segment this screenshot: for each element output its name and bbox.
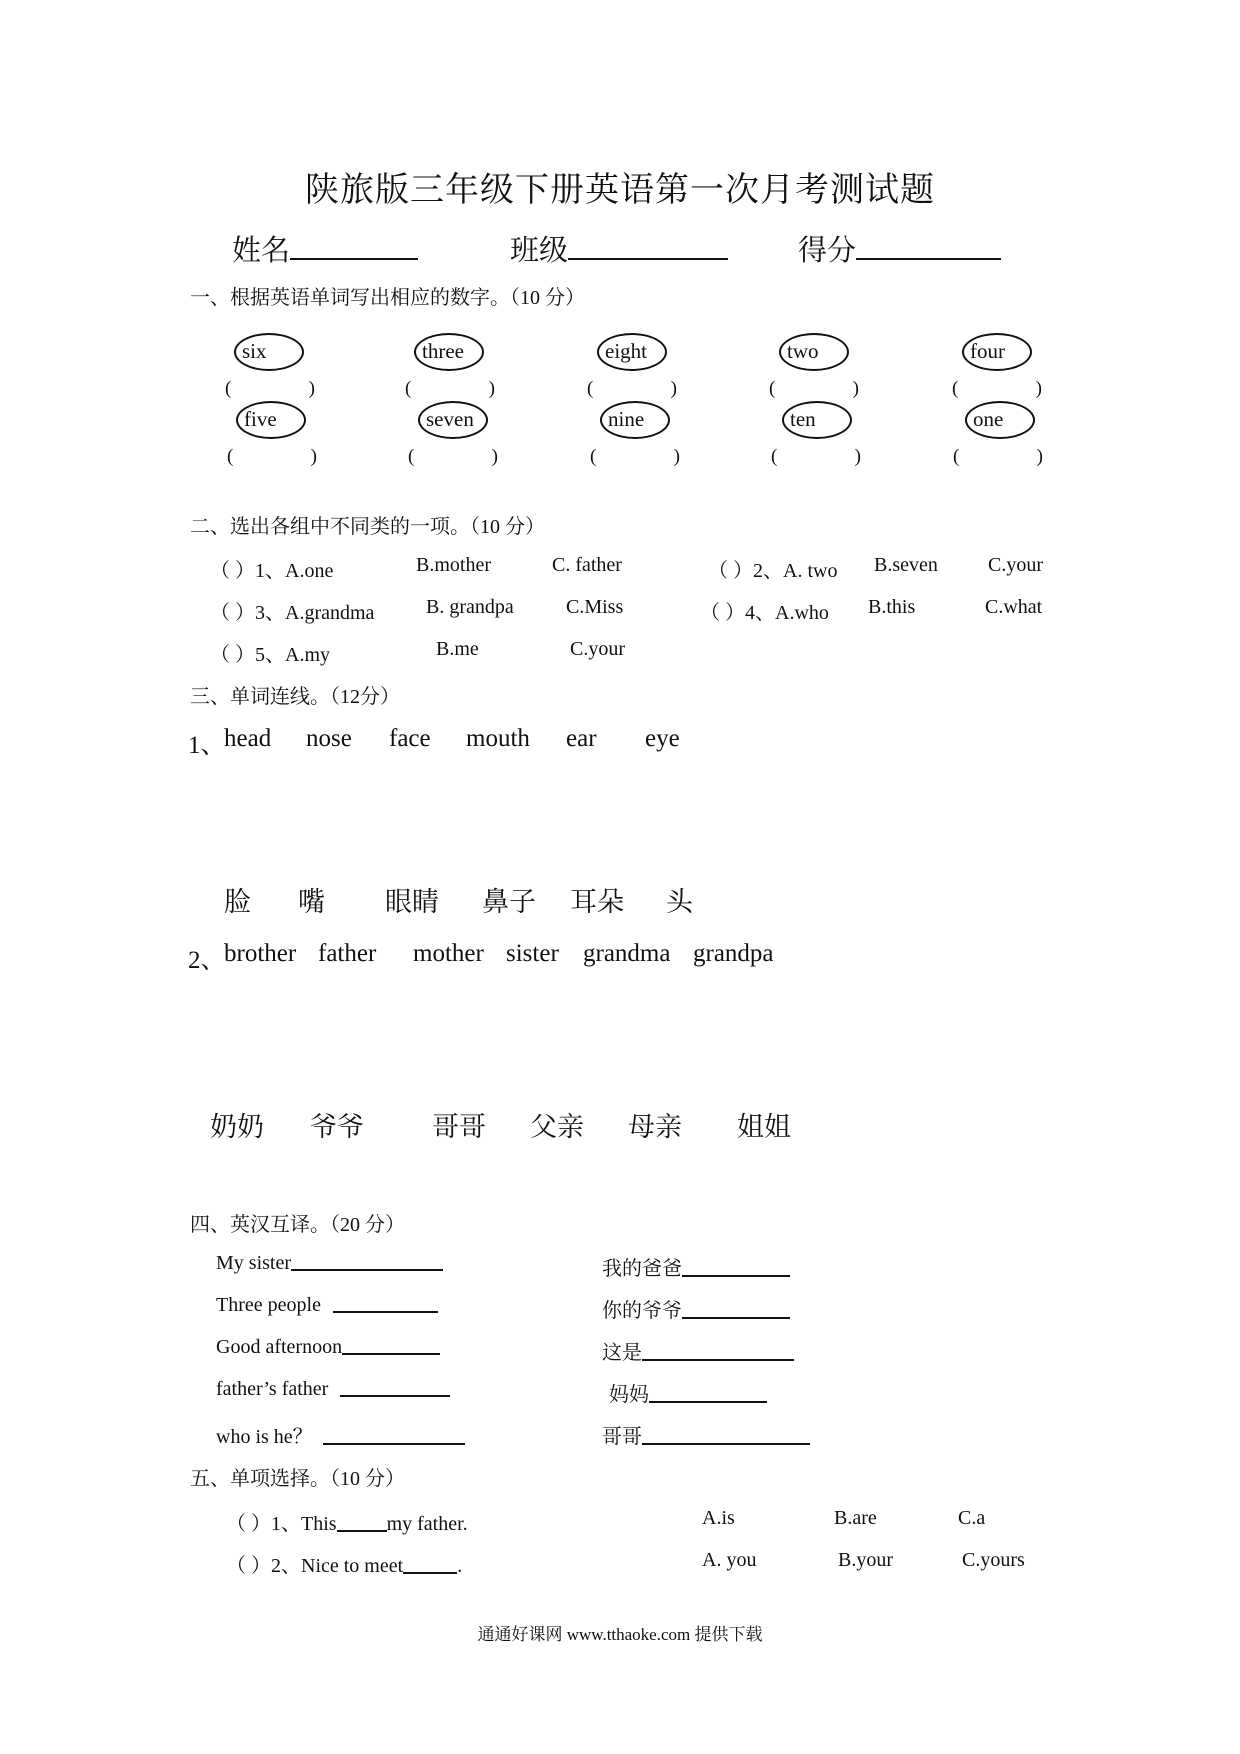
q3-option-b[interactable]: B. grandpa [426,596,514,618]
section3-heading: 三、单词连线。（12分） [190,686,400,708]
translate-item: My sister [216,1252,443,1275]
q4-option-c[interactable]: C.what [985,596,1043,618]
answer-paren[interactable]: ( ) [952,378,1042,399]
word-oval: two [779,333,849,371]
answer-blank[interactable] [337,1530,387,1532]
translate-item: 妈妈 [609,1378,767,1407]
q4-option-b[interactable]: B.this [868,596,916,618]
name-blank[interactable] [290,258,418,260]
page-title: 陕旅版三年级下册英语第一次月考测试题 [305,172,935,209]
score-field [798,228,1001,269]
word-oval: four [962,333,1032,371]
choice-question: （ ）2、Nice to meet . [226,1555,463,1577]
match-meaning[interactable]: 爷爷 [310,1112,364,1142]
match-word[interactable]: father [318,940,377,967]
choice-b[interactable]: B.are [834,1507,877,1529]
class-field [510,228,728,269]
choice-c[interactable]: C.yours [962,1549,1025,1571]
q3-option-c[interactable]: C.Miss [566,596,624,618]
translate-item: 哥哥 [602,1420,810,1449]
answer-paren[interactable]: ( ) [590,446,680,467]
word-oval: six [234,333,304,371]
answer-blank[interactable] [649,1401,767,1403]
group2-prefix: 2、 [188,947,226,974]
q1-option-b[interactable]: B.mother [416,554,491,576]
answer-paren[interactable]: ( ) [225,378,315,399]
choice-a[interactable]: A.is [702,1507,735,1529]
match-meaning[interactable]: 哥哥 [432,1112,486,1142]
match-word[interactable]: face [389,725,431,752]
translate-item: who is he？ [216,1420,465,1449]
match-word[interactable]: grandma [583,940,671,967]
match-meaning[interactable]: 奶奶 [210,1112,264,1142]
word-oval: three [414,333,484,371]
answer-blank[interactable] [642,1359,794,1361]
match-word[interactable]: ear [566,725,597,752]
word-oval: eight [597,333,667,371]
match-word[interactable]: sister [506,940,559,967]
translate-item: 这是 [602,1336,794,1365]
answer-paren[interactable]: ( ) [771,446,861,467]
choice-a[interactable]: A. you [702,1549,757,1571]
section1-heading: 一、根据英语单词写出相应的数字。（10 分） [190,287,585,309]
match-word[interactable]: brother [224,940,297,967]
match-word[interactable]: nose [306,725,352,752]
q5-option-c[interactable]: C.your [570,638,625,660]
q5-option-a[interactable]: （ ）5、A.my [210,644,330,666]
match-meaning[interactable]: 嘴 [298,887,325,917]
word-oval: seven [418,401,488,439]
score-label: 得分 [798,235,857,267]
match-meaning[interactable]: 耳朵 [570,887,624,917]
translate-item: father’s father [216,1378,450,1401]
match-meaning[interactable]: 脸 [224,887,251,917]
answer-blank[interactable] [682,1317,790,1319]
q5-option-b[interactable]: B.me [436,638,479,660]
answer-blank[interactable] [333,1311,438,1313]
word-oval: nine [600,401,670,439]
q2-option-b[interactable]: B.seven [874,554,938,576]
match-word[interactable]: mother [413,940,484,967]
answer-blank[interactable] [291,1269,443,1271]
match-word[interactable]: eye [645,725,680,752]
translate-item: 我的爸爸 [602,1252,790,1281]
word-oval: one [965,401,1035,439]
name-field [232,228,418,269]
choice-question: （ ）1、This my father. [226,1513,468,1535]
answer-paren[interactable]: ( ) [405,378,495,399]
q4-option-a[interactable]: （ ）4、A.who [700,602,829,624]
answer-blank[interactable] [342,1353,440,1355]
footer-credit: 通通好课网 www.tthaoke.com 提供下载 [477,1625,763,1644]
group1-prefix: 1、 [188,732,226,759]
answer-blank[interactable] [682,1275,790,1277]
match-meaning[interactable]: 姐姐 [737,1112,791,1142]
translate-item: Good afternoon [216,1336,440,1359]
section2-heading: 二、选出各组中不同类的一项。（10 分） [190,516,545,538]
answer-paren[interactable]: ( ) [587,378,677,399]
translate-item: Three people [216,1294,438,1317]
match-meaning[interactable]: 头 [666,887,693,917]
answer-paren[interactable]: ( ) [769,378,859,399]
translate-item: 你的爷爷 [602,1294,790,1323]
q1-option-c[interactable]: C. father [552,554,622,576]
answer-blank[interactable] [340,1395,450,1397]
q2-option-a[interactable]: （ ）2、A. two [708,560,838,582]
section4-heading: 四、英汉互译。（20 分） [190,1214,405,1236]
q2-option-c[interactable]: C.your [988,554,1043,576]
match-word[interactable]: mouth [466,725,530,752]
match-meaning[interactable]: 眼睛 [385,887,439,917]
word-oval: five [236,401,306,439]
match-meaning[interactable]: 父亲 [530,1112,584,1142]
name-label: 姓名 [232,235,291,267]
match-meaning[interactable]: 鼻子 [482,887,536,917]
match-meaning[interactable]: 母亲 [628,1112,682,1142]
answer-paren[interactable]: ( ) [953,446,1043,467]
answer-blank[interactable] [323,1443,465,1445]
answer-paren[interactable]: ( ) [227,446,317,467]
choice-c[interactable]: C.a [958,1507,986,1529]
answer-blank[interactable] [403,1572,457,1574]
class-blank[interactable] [568,258,728,260]
score-blank[interactable] [856,258,1001,260]
match-word[interactable]: grandpa [693,940,774,967]
choice-b[interactable]: B.your [838,1549,893,1571]
q1-option-a[interactable]: （ ）1、A.one [210,560,334,582]
section5-heading: 五、单项选择。（10 分） [190,1468,405,1490]
answer-blank[interactable] [642,1443,810,1445]
match-word[interactable]: head [224,725,272,752]
class-label: 班级 [510,235,569,267]
answer-paren[interactable]: ( ) [408,446,498,467]
q3-option-a[interactable]: （ ）3、A.grandma [210,602,375,624]
word-oval: ten [782,401,852,439]
